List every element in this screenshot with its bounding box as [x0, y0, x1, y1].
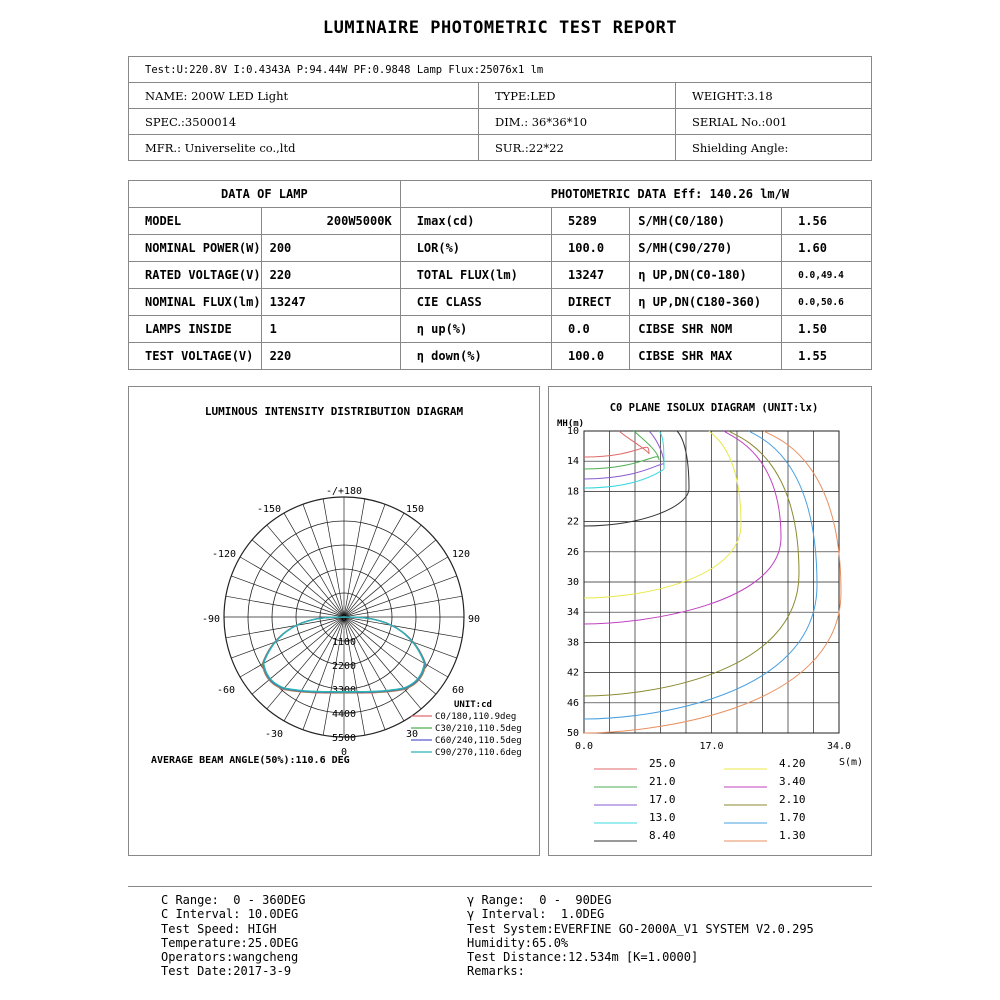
test-line: Test:U:220.8V I:0.4343A P:94.44W PF:0.9848 Lamp Flux:25076x1 lm — [129, 57, 872, 83]
lamp-label: TEST VOLTAGE(V) — [129, 343, 262, 370]
photo-label: Imax(cd) — [400, 208, 551, 235]
isolux-contour — [584, 431, 659, 469]
isolux-y-tick: 26 — [566, 546, 579, 558]
weight-cell: WEIGHT:3.18 — [676, 83, 872, 109]
photo-value: DIRECT — [552, 289, 630, 316]
isolux-legend-label: 1.70 — [779, 811, 806, 824]
photo-value2: 0.0,49.4 — [782, 262, 872, 289]
photo-label: TOTAL FLUX(lm) — [400, 262, 551, 289]
isolux-y-tick: 50 — [566, 728, 579, 739]
polar-radial-label: 1100 — [331, 637, 357, 648]
footer-line: Test Speed: HIGH — [161, 921, 277, 936]
isolux-legend-label: 8.40 — [649, 829, 676, 842]
mfr-cell: MFR.: Universelite co.,ltd — [129, 135, 479, 161]
footer-right — [467, 893, 814, 979]
footer-line: C Interval: 10.0DEG — [161, 907, 299, 922]
photo-value2: 0.0,50.6 — [782, 289, 872, 316]
polar-unit: UNIT:cd — [454, 700, 492, 710]
footer-line: Test Date:2017-3-9 — [161, 964, 292, 979]
shielding-cell: Shielding Angle: — [676, 135, 872, 161]
isolux-legend-label: 3.40 — [779, 775, 806, 788]
polar-title: LUMINOUS INTENSITY DISTRIBUTION DIAGRAM — [204, 405, 464, 418]
isolux-y-tick: 42 — [566, 667, 579, 679]
name-cell: NAME: 200W LED Light — [129, 83, 479, 109]
photo-value: 0.0 — [552, 316, 630, 343]
isolux-contour — [584, 431, 664, 488]
polar-angle-label: -120 — [211, 549, 237, 560]
isolux-y-axis-label: MH(m) — [557, 419, 585, 429]
polar-angle-label: -30 — [264, 729, 284, 740]
polar-angle-label: 90 — [467, 614, 481, 625]
footer-line: Humidity:65.0% — [467, 935, 569, 950]
spec-cell: SPEC.:3500014 — [129, 109, 479, 135]
report-title: LUMINAIRE PHOTOMETRIC TEST REPORT — [322, 18, 678, 38]
lamp-value: 200 — [261, 235, 400, 262]
lamp-value: 220 — [261, 262, 400, 289]
isolux-diagram — [549, 387, 871, 855]
isolux-y-tick: 22 — [566, 516, 579, 528]
isolux-contour — [584, 431, 781, 624]
polar-legend-label: C60/240,110.5deg — [435, 736, 522, 746]
polar-angle-label: 120 — [451, 549, 471, 560]
polar-angle-label: -150 — [256, 504, 282, 515]
isolux-title: C0 PLANE ISOLUX DIAGRAM (UNIT:lx) — [609, 402, 819, 414]
lamp-data-header: DATA OF LAMP — [129, 181, 401, 208]
lamp-label: NOMINAL FLUX(lm) — [129, 289, 262, 316]
footer-line: Operators:wangcheng — [161, 950, 299, 965]
isolux-legend-label: 2.10 — [779, 793, 806, 806]
footer-line: Remarks: — [467, 964, 525, 979]
footer-line: Temperature:25.0DEG — [161, 935, 299, 950]
isolux-x-axis-label: S(m) — [839, 757, 864, 768]
polar-legend-label: C30/210,110.5deg — [435, 724, 522, 734]
photo-value2: 1.56 — [782, 208, 872, 235]
photo-label2: S/MH(C0/180) — [630, 208, 782, 235]
isolux-legend-label: 13.0 — [649, 811, 676, 824]
photo-value2: 1.60 — [782, 235, 872, 262]
polar-radial-label: 0 — [340, 613, 348, 624]
footer-line: γ Interval: 1.0DEG — [467, 907, 605, 922]
isolux-legend-label: 21.0 — [649, 775, 676, 788]
sur-cell: SUR.:22*22 — [479, 135, 676, 161]
isolux-x-tick: 17.0 — [699, 741, 724, 752]
polar-angle-label: -/+180 — [325, 486, 363, 497]
isolux-y-tick: 38 — [566, 637, 579, 649]
polar-legend-label: C90/270,110.6deg — [435, 748, 522, 758]
lamp-value: 1 — [261, 316, 400, 343]
isolux-y-tick: 18 — [566, 486, 579, 498]
footer-line: γ Range: 0 - 90DEG — [467, 893, 612, 907]
photo-value: 13247 — [552, 262, 630, 289]
footer-line: C Range: 0 - 360DEG — [161, 893, 306, 907]
isolux-x-tick: 0.0 — [574, 741, 594, 752]
polar-radial-label: 3300 — [331, 685, 357, 696]
polar-radial-label: 4400 — [331, 709, 357, 720]
photo-value2: 1.50 — [782, 316, 872, 343]
polar-angle-label: 0 — [340, 747, 348, 758]
polar-radial-label: 5500 — [331, 733, 357, 744]
photo-label: η down(%) — [400, 343, 551, 370]
polar-legend-label: C0/180,110.9deg — [435, 712, 517, 722]
photo-value: 100.0 — [552, 343, 630, 370]
photo-value: 100.0 — [552, 235, 630, 262]
lamp-value: 220 — [261, 343, 400, 370]
lamp-value: 200W5000K — [261, 208, 400, 235]
isolux-y-tick: 30 — [566, 577, 579, 588]
lamp-label: LAMPS INSIDE — [129, 316, 262, 343]
polar-angle-label: -60 — [216, 685, 236, 696]
isolux-legend-label: 4.20 — [779, 757, 806, 770]
photo-label: LOR(%) — [400, 235, 551, 262]
polar-angle-label: 150 — [405, 504, 425, 515]
serial-cell: SERIAL No.:001 — [676, 109, 872, 135]
photo-label: CIE CLASS — [400, 289, 551, 316]
footer-line: Test Distance:12.534m [K=1.0000] — [467, 950, 699, 965]
type-cell: TYPE:LED — [479, 83, 676, 109]
polar-angle-label: 30 — [405, 729, 419, 740]
isolux-x-tick: 34.0 — [826, 741, 852, 752]
photo-label2: η UP,DN(C180-360) — [630, 289, 782, 316]
isolux-legend-label: 17.0 — [649, 793, 676, 806]
lamp-label: NOMINAL POWER(W) — [129, 235, 262, 262]
isolux-y-tick: 10 — [566, 426, 579, 437]
photometric-header: PHOTOMETRIC DATA Eff: 140.26 lm/W — [400, 181, 871, 208]
lamp-label: RATED VOLTAGE(V) — [129, 262, 262, 289]
lamp-value: 13247 — [261, 289, 400, 316]
isolux-contour — [584, 431, 649, 457]
polar-diagram — [129, 387, 539, 855]
photo-label2: CIBSE SHR MAX — [630, 343, 782, 370]
photo-label2: η UP,DN(C0-180) — [630, 262, 782, 289]
polar-radial-label: 2200 — [331, 661, 357, 672]
isolux-contour — [584, 431, 664, 479]
photo-label2: S/MH(C90/270) — [630, 235, 782, 262]
lamp-label: MODEL — [129, 208, 262, 235]
polar-angle-label: -90 — [201, 614, 221, 625]
footer-left — [161, 893, 306, 979]
polar-panel — [128, 386, 540, 856]
photo-value: 5289 — [552, 208, 630, 235]
photometric-table — [128, 180, 872, 370]
photo-label: η up(%) — [400, 316, 551, 343]
footer-line: Test System:EVERFINE GO-2000A_V1 SYSTEM V2.0.295 — [467, 921, 814, 936]
photo-label2: CIBSE SHR NOM — [630, 316, 782, 343]
isolux-legend-label: 25.0 — [649, 757, 676, 770]
isolux-y-tick: 46 — [566, 697, 579, 709]
isolux-legend-label: 1.30 — [779, 829, 806, 842]
beam-angle-text: AVERAGE BEAM ANGLE(50%):110.6 DEG — [151, 755, 350, 766]
isolux-y-tick: 34 — [566, 607, 579, 619]
isolux-panel — [548, 386, 872, 856]
photo-value2: 1.55 — [782, 343, 872, 370]
dim-cell: DIM.: 36*36*10 — [479, 109, 676, 135]
footer-rule — [128, 886, 872, 887]
isolux-y-tick: 14 — [566, 456, 579, 468]
polar-angle-label: 60 — [451, 685, 465, 696]
info-table — [128, 56, 872, 161]
